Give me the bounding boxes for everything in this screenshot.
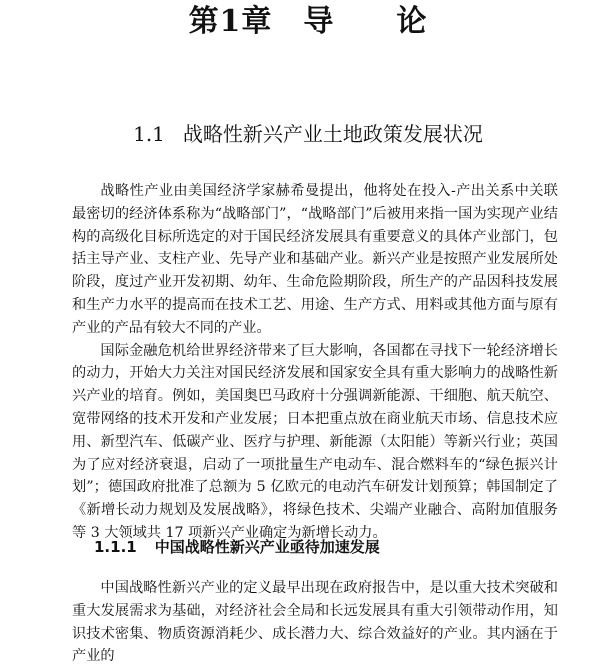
section-number: 1.1: [133, 122, 165, 146]
chapter-title: 第1章 导 论: [188, 4, 428, 39]
subsection-heading: [94, 535, 380, 559]
subsection-body: [72, 577, 558, 668]
paragraph: 中国战略性新兴产业的定义最早出现在政府报告中，是以重大技术突破和重大发展需求为基础，对经济社会全局和长远发展具有重大引领带动作用，知识技术密集、物质资源消耗少、成长潜力大、综合效益好的产业。其内涵在于产业的: [72, 580, 558, 665]
section-title: 战略性新兴产业土地政策发展状况: [182, 122, 483, 146]
paragraph: 国际金融危机给世界经济带来了巨大影响，各国都在寻找下一轮经济增长的动力，开始大力关注对国民经济发展和国家安全具有重大影响力的战略性新兴产业的培育。例如，美国奥巴马政府十分强调新能源、干细胞、航天航空、宽带网络的技术开发和产业发展；日本把重点放在商业航天市场、信息技术应用、新型汽车、低碳产业、医疗与护理、新能源（太阳能）等新兴行业；英国为了应对经济衰退，启动了一项批量生产电动车、混合燃料车的“绿色振兴计划”；德国政府批准了总额为 5 亿欧元的电动汽车研发计划预算；韩国制定了《新增长动力规划及发展战略》，将绿色技术、尖端产业融合、高附加值服务等 3 大领域共 17 项新兴产业确定为新增长动力。: [72, 342, 558, 541]
section-body: [72, 180, 558, 545]
subsection-number: 1.1.1: [94, 538, 137, 556]
paragraph: 战略性产业由美国经济学家赫希曼提出，他将处在投入-产出关系中关联最密切的经济体系称为“战略部门”，“战略部门”后被用来指一国为实现产业结构的高级化目标所选定的对于国民经济发展具有重要意义的具体产业部门，包括主导产业、支柱产业、先导产业和基础产业。新兴产业是按照产业发展所处阶段，度过产业开发初期、幼年、生命危险期阶段，所生产的产品因科技发展和生产力水平的提高而在技术工艺、用途、生产方式、用料或其他方面与原有产业的产品有较大不同的产业。: [72, 183, 558, 336]
section-heading: [0, 120, 616, 148]
subsection-title: 中国战略性新兴产业亟待加速发展: [154, 538, 380, 556]
